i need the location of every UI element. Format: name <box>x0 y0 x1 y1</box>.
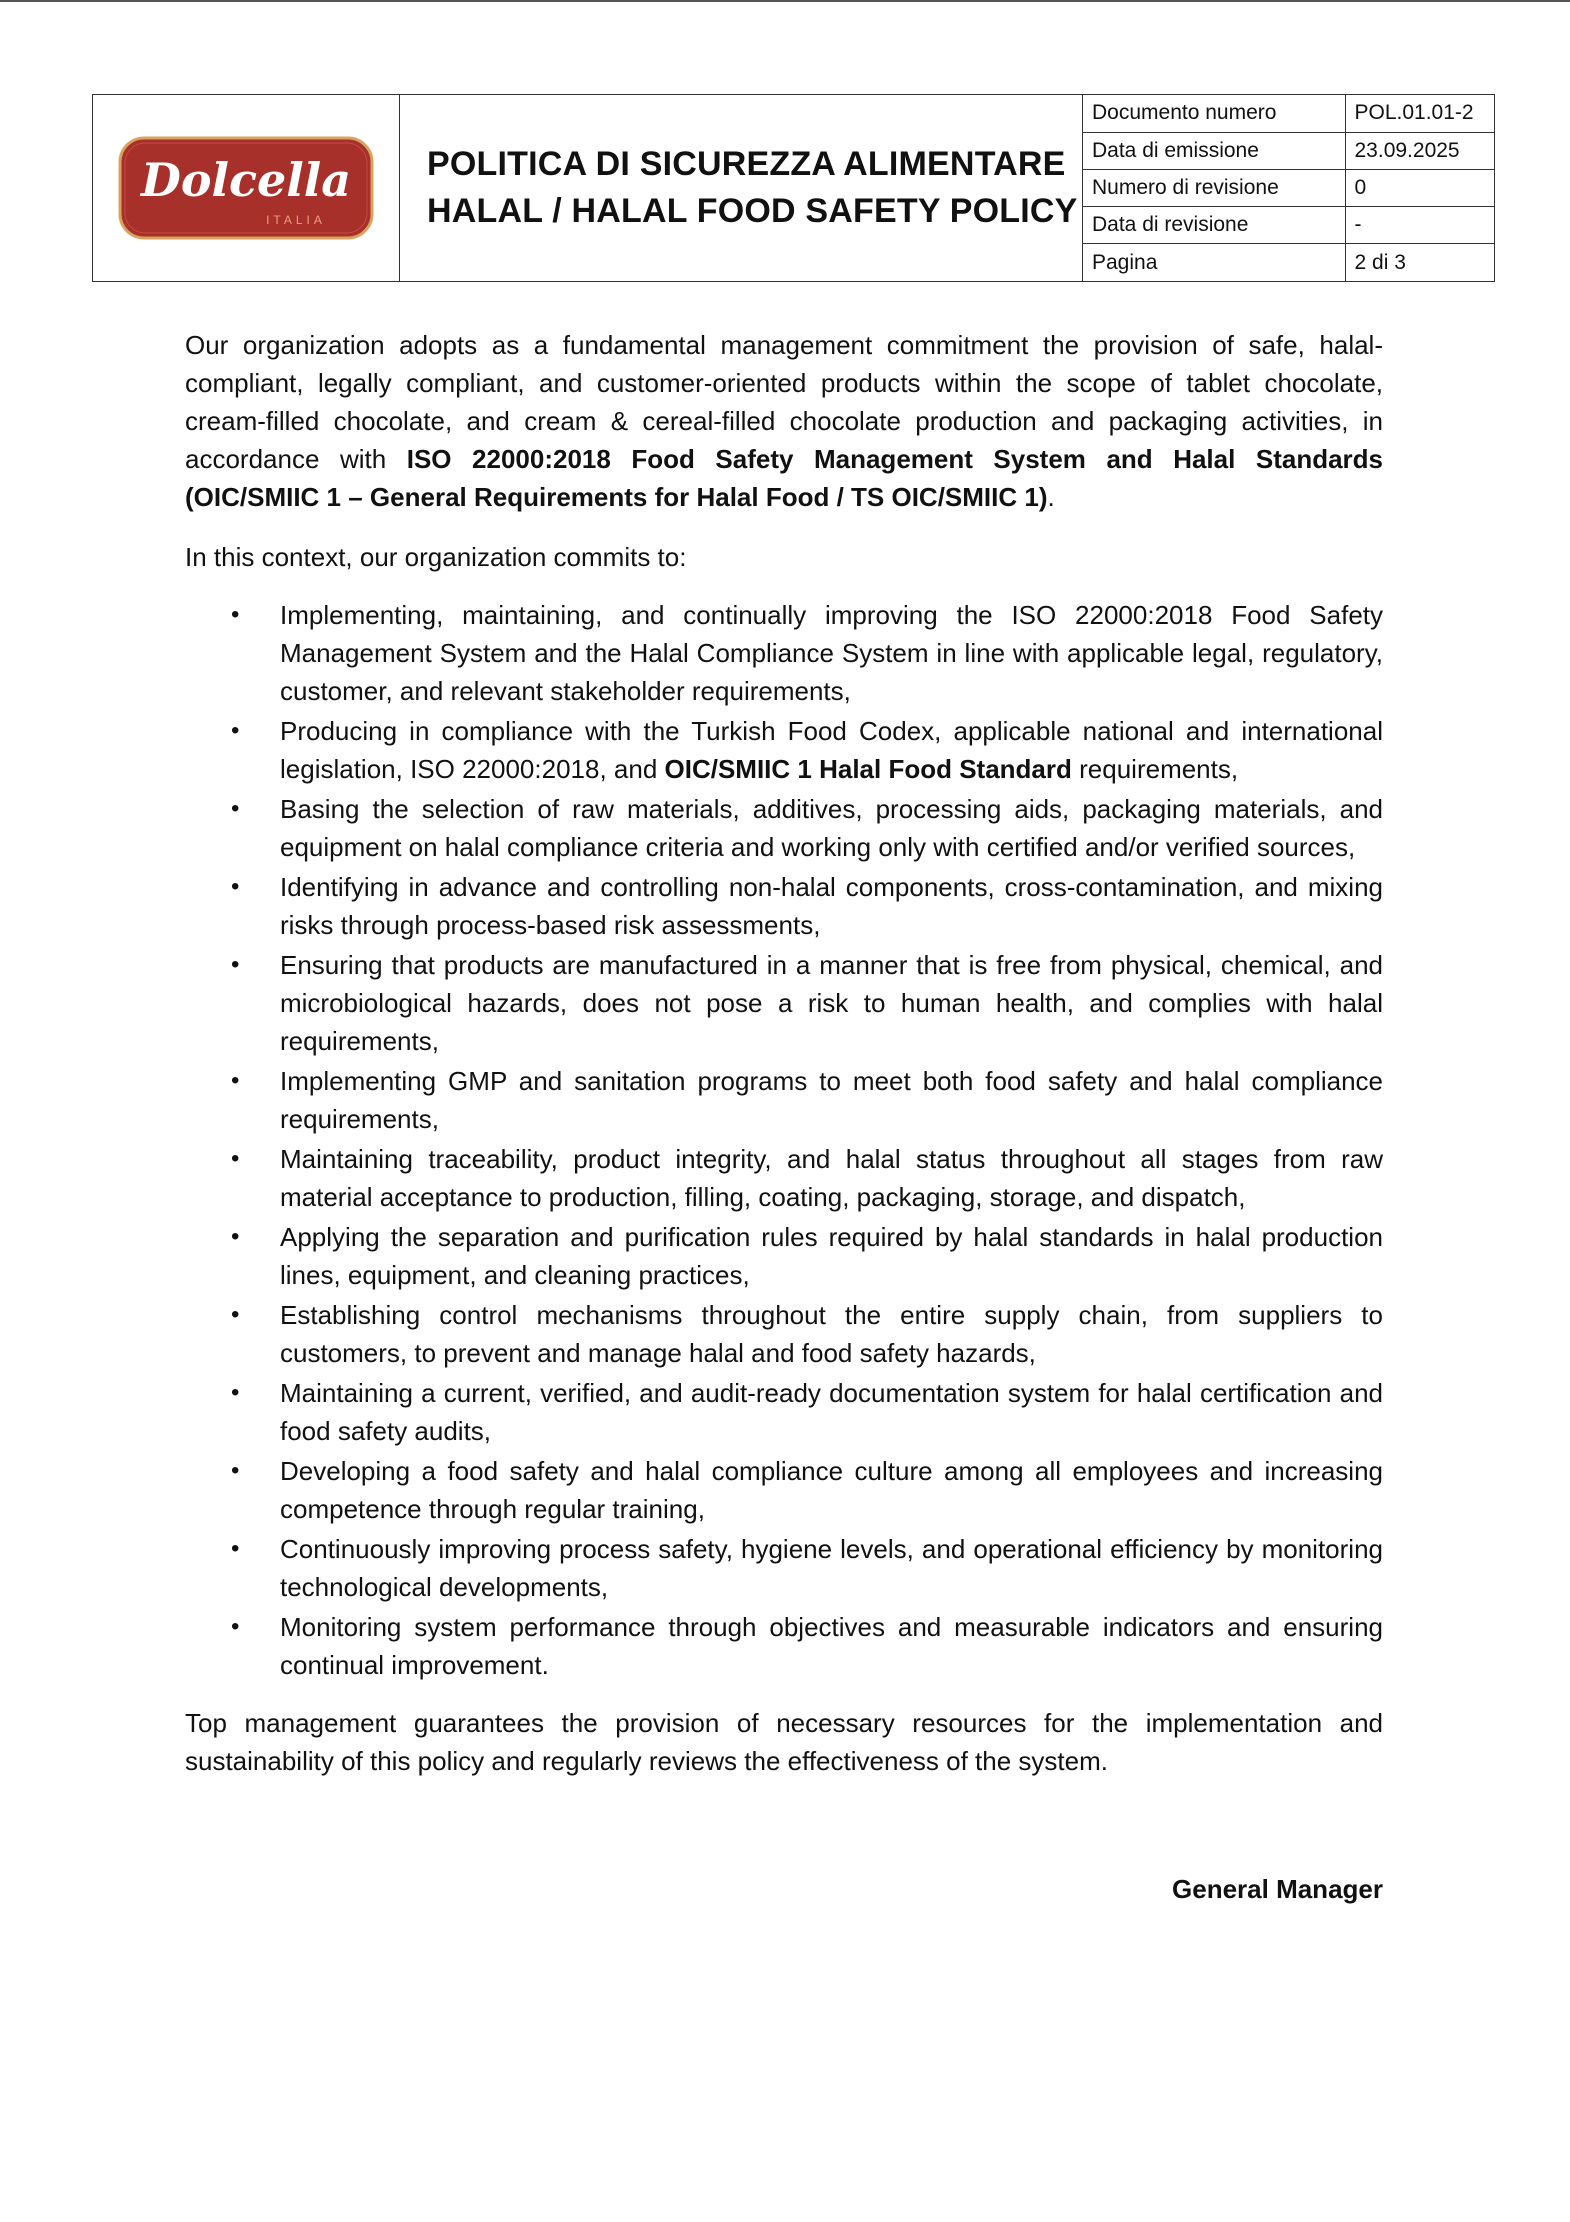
intro-paragraph <box>185 326 1383 516</box>
commitment-text: Ensuring that products are manufactured in a manner that is free from physical, chemical, and microbiological hazards, does not pose a risk to human health, and complies with halal requirements, <box>280 950 1383 1056</box>
logo-wordmark: Dolcella <box>140 153 352 207</box>
meta-value: - <box>1345 207 1494 244</box>
bullet-icon: • <box>231 717 240 744</box>
commitment-text: Producing in compliance with the Turkish Food Codex, applicable national and international legislation, ISO 22000:2018, and <box>280 716 1383 784</box>
intro-end: . <box>1047 482 1055 512</box>
bullet-icon: • <box>231 873 240 900</box>
list-item <box>185 1218 1383 1294</box>
list-item <box>185 868 1383 944</box>
document-title-line-1: POLITICA DI SICUREZZA ALIMENTARE <box>427 145 1066 183</box>
meta-row <box>1083 95 1494 132</box>
bullet-icon: • <box>231 1067 240 1094</box>
document-header <box>92 94 1495 282</box>
list-item <box>185 1452 1383 1528</box>
title-cell <box>400 95 1083 281</box>
meta-value: 23.09.2025 <box>1345 132 1494 169</box>
commitments-lead: In this context, our organization commits to: <box>185 542 687 572</box>
meta-label: Data di emissione <box>1083 132 1345 169</box>
bullet-icon: • <box>231 1301 240 1328</box>
commitment-text: Maintaining traceability, product integrity, and halal status throughout all stages from raw material acceptance to production, filling, coating, packaging, storage, and dispatch, <box>280 1144 1383 1212</box>
dolcella-logo <box>118 136 374 240</box>
meta-row <box>1083 207 1494 244</box>
list-item <box>185 712 1383 788</box>
bullet-icon: • <box>231 951 240 978</box>
meta-value: 2 di 3 <box>1354 250 1406 274</box>
closing-paragraph: Top management guarantees the provision of necessary resources for the implementation and sustainability of this policy and regularly reviews the effectiveness of the system. <box>185 1708 1383 1776</box>
commitment-text: Implementing GMP and sanitation programs to meet both food safety and halal compliance requirements, <box>280 1066 1383 1134</box>
meta-row <box>1083 244 1494 281</box>
commitment-text: Applying the separation and purification rules required by halal standards in halal production lines, equipment, and cleaning practices, <box>280 1222 1383 1290</box>
commitments-list <box>185 596 1383 1684</box>
bullet-icon: • <box>231 795 240 822</box>
list-item <box>185 790 1383 866</box>
commitment-text: Establishing control mechanisms throughout the entire supply chain, from suppliers to customers, to prevent and manage halal and food safety hazards, <box>280 1300 1383 1368</box>
commitment-text: Continuously improving process safety, hygiene levels, and operational efficiency by monitoring technological developments, <box>280 1534 1383 1602</box>
list-item <box>185 1608 1383 1684</box>
list-item <box>185 1374 1383 1450</box>
commitment-bold: OIC/SMIIC 1 Halal Food Standard <box>664 754 1072 784</box>
list-item <box>185 1296 1383 1372</box>
bullet-icon: • <box>231 1145 240 1172</box>
meta-value: 0 <box>1345 169 1494 206</box>
list-item <box>185 946 1383 1060</box>
list-item <box>185 1140 1383 1216</box>
bullet-icon: • <box>231 1457 240 1484</box>
bullet-icon: • <box>231 1379 240 1406</box>
signature-title: General Manager <box>1172 1874 1383 1904</box>
commitment-text: Implementing, maintaining, and continually improving the ISO 22000:2018 Food Safety Management System and the Halal Compliance System in line with applicable legal, regulatory, customer, and relevant stakeholder requirements, <box>280 600 1383 706</box>
meta-label: Data di revisione <box>1083 207 1345 244</box>
logo-cell <box>93 95 400 281</box>
list-item <box>185 596 1383 710</box>
policy-body <box>185 326 1383 1780</box>
meta-row <box>1083 132 1494 169</box>
bullet-icon: • <box>231 1535 240 1562</box>
bullet-icon: • <box>231 1223 240 1250</box>
commitment-text: Identifying in advance and controlling non-halal components, cross-contamination, and mixing risks through process-based risk assessments, <box>280 872 1383 940</box>
meta-row <box>1083 169 1494 206</box>
commitment-text: Basing the selection of raw materials, additives, processing aids, packaging materials, and equipment on halal compliance criteria and working only with certified and/or verified sources, <box>280 794 1383 862</box>
list-item <box>185 1530 1383 1606</box>
page-top-border <box>0 0 1570 2</box>
meta-label: Pagina <box>1083 244 1345 281</box>
document-title-line-2: HALAL / HALAL FOOD SAFETY POLICY <box>427 192 1078 230</box>
bullet-icon: • <box>231 601 240 628</box>
meta-value: POL.01.01-2 <box>1345 95 1494 132</box>
document-meta <box>1083 95 1494 281</box>
commitment-text: requirements, <box>1071 754 1239 784</box>
logo-subtitle: ITALIA <box>266 213 326 227</box>
list-item <box>185 1062 1383 1138</box>
commitment-text: Maintaining a current, verified, and audit-ready documentation system for halal certification and food safety audits, <box>280 1378 1383 1446</box>
meta-label: Numero di revisione <box>1083 169 1345 206</box>
meta-label: Documento numero <box>1083 95 1345 132</box>
bullet-icon: • <box>231 1613 240 1640</box>
commitment-text: Monitoring system performance through objectives and measurable indicators and ensuring continual improvement. <box>280 1612 1383 1680</box>
commitment-text: Developing a food safety and halal compliance culture among all employees and increasing competence through regular training, <box>280 1456 1383 1524</box>
intro-text: Our organization adopts as a fundamental management commitment the provision of safe, halal-compliant, legally compliant, and customer-oriented products within the scope of tablet chocolate, cream-filled chocolate, and cream & cereal-filled chocolate production and packaging activities, in accordance with <box>185 330 1383 474</box>
meta-table <box>1083 95 1494 281</box>
intro-standards: ISO 22000:2018 Food Safety Management System and Halal Standards (OIC/SMIIC 1 – General Requirements for Halal Food / TS OIC/SMIIC 1) <box>185 444 1384 512</box>
